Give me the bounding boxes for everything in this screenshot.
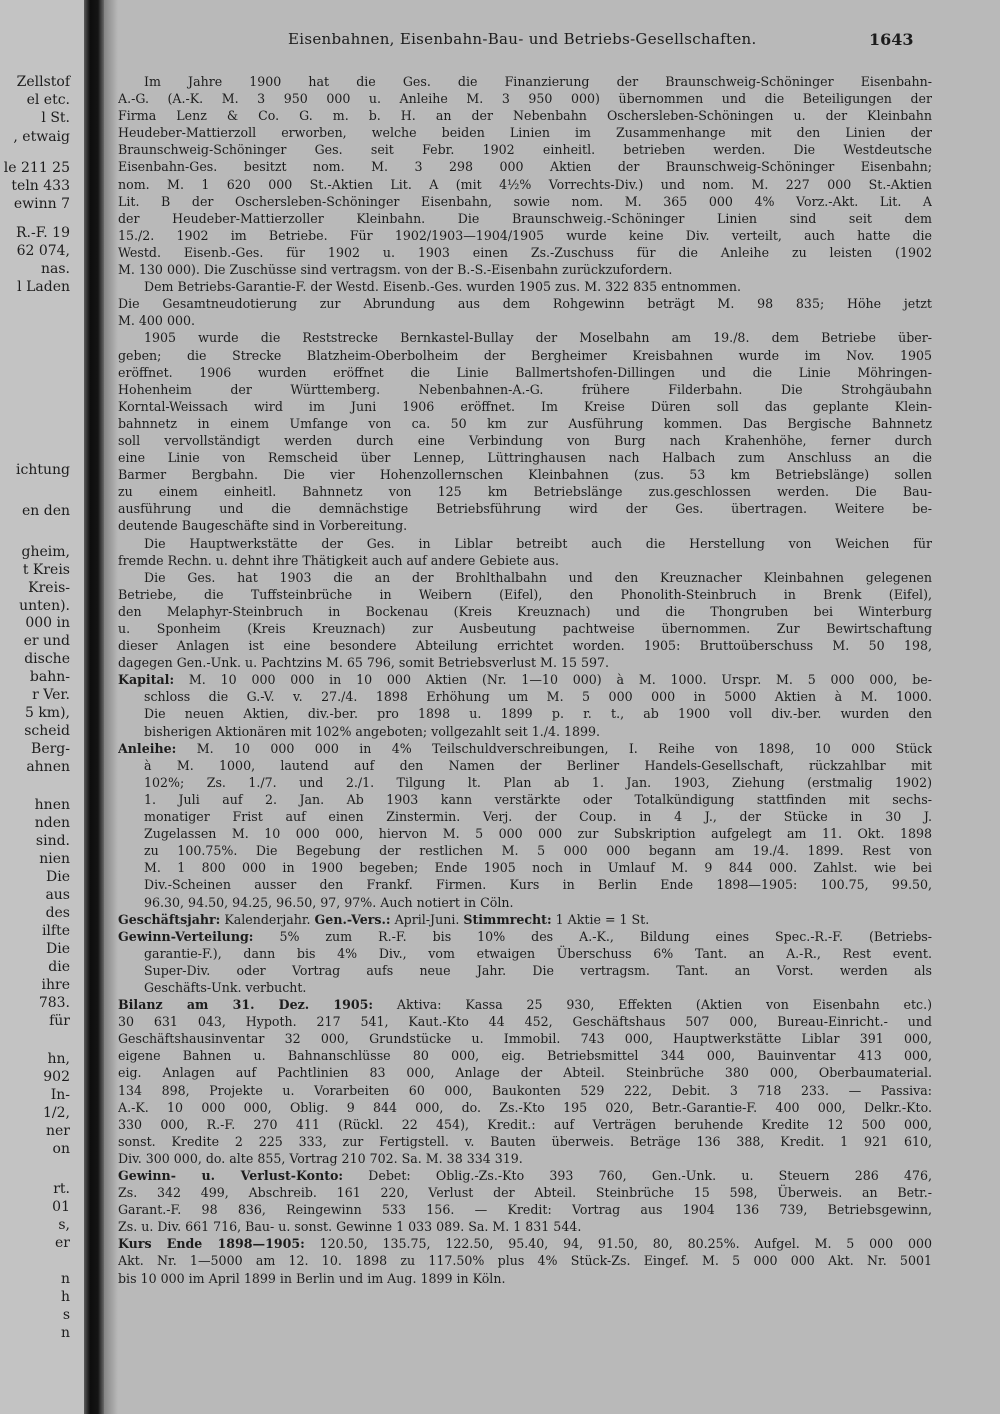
text-line: Kapital: M. 10 000 000 in 10 000 Aktien (Nr. 1—10 000) à M. 1000. Urspr. M. 5 000 000, be- [118,672,932,688]
facing-page-fragment: nien [39,851,70,867]
text-line: Die Hauptwerkstätte der Ges. in Liblar betreibt auch die Herstellung von Weichen für [144,535,932,551]
text-line: Braunschweig-Schöninger Ges. seit Febr. 1902 einheitl. betrieben werden. Die Westdeutsche [118,142,932,158]
body-text [118,73,932,1287]
facing-page-fragment: aus [45,887,70,903]
facing-page-fragment: 01 [52,1199,70,1215]
text-line: Die Ges. hat 1903 die an der Brohlthalbahn und den Kreuznacher Kleinbahnen gelegenen [144,569,932,585]
facing-page-fragment: l St. [41,110,70,126]
bold-heading: Anleihe: [118,740,177,756]
text-line: Westd. Eisenb.-Ges. für 1902 u. 1903 einen Zs.-Zuschuss für die Anleihe zu leisten (1902 [118,244,932,260]
text-line: Super-Div. oder Vortrag aufs neue Jahr. Die vertragsm. Tant. an Vorst. werden als [144,962,932,978]
facing-page-fragment: ihre [41,977,70,993]
text-line: Dem Betriebs-Garantie-F. der Westd. Eisenb.-Ges. wurden 1905 zus. M. 322 835 entnommen. [144,279,741,295]
text-line: eigene Bahnen u. Bahnanschlüsse 80 000, eig. Betriebsmittel 344 000, Bauinventar 413 000, [118,1048,932,1064]
facing-page-fragment: le 211 25 [3,160,70,176]
facing-page-fragment: l Laden [17,279,70,295]
bold-heading: Kurs Ende 1898—1905: [118,1236,305,1252]
text-line: Anleihe: M. 10 000 000 in 4% Teilschuldverschreibungen, I. Reihe von 1898, 10 000 Stück [118,740,932,756]
facing-page-fragment: ner [46,1123,70,1139]
document-page [118,0,988,1414]
text-line: Geschäftshausinventar 32 000, Grundstücke u. Immobil. 743 000, Hauptwerkstätte Liblar 391 000, [118,1031,932,1047]
text-line: dieser Anlagen ist eine besondere Abteilung errichtet worden. 1905: Bruttoüberschuss M. 50 198, [118,638,932,654]
facing-page-fragment: nas. [41,261,70,277]
facing-page-fragment: scheid [24,723,70,739]
text-line: M. 400 000. [118,313,195,329]
text-line: fremde Rechn. u. dehnt ihre Thätigkeit auch auf andere Gebiete aus. [118,552,560,568]
facing-page-fragment: Die [46,941,70,957]
text-line: bisherigen Aktionären mit 102% angeboten; vollgezahlt seit 1./4. 1899. [144,723,601,739]
text-line: 1905 wurde die Reststrecke Bernkastel-Bullay der Moselbahn am 19./8. dem Betriebe über- [144,330,932,346]
facing-page-fragment: bahn- [29,669,70,685]
facing-page-fragment: 1/2, [43,1105,70,1121]
text-line: soll vervollständigt werden durch eine Verbindung von Burg nach Krahenhöhe, ferner durch [118,432,932,448]
text-line: Heudeber-Mattierzoll erworben, welche beiden Linien im Zusammenhange mit den Linien der [118,125,932,141]
text-line: A.-G. (A.-K. M. 3 950 000 u. Anleihe M. 3 950 000) übernommen und die Beteiligungen der [118,91,932,107]
facing-page-fragment: er [55,1235,70,1251]
text-line: monatiger Frist auf einen Zinstermin. Verj. der Coup. in 4 J., der Stücke in 30 J. [144,809,932,825]
page-number: 1643 [869,30,914,49]
facing-page-fragment: 5 km), [24,705,70,721]
facing-page-fragment: n [60,1325,70,1341]
text-line: u. Sponheim (Kreis Kreuznach) zur Ausbeutung pachtweise übernommen. Zur Bewirtschaftung [118,621,932,636]
text-line: Die Gesamtneudotierung zur Abrundung aus dem Rohgewinn beträgt M. 98 835; Höhe jetzt [118,296,932,312]
facing-page-fragment: sind. [35,833,70,849]
facing-page-fragment: die [48,959,70,975]
facing-page-fragment: gheim, [21,544,70,560]
facing-page-fragment: 783. [38,995,70,1011]
facing-page-fragment: r Ver. [32,687,70,703]
text-line: sonst. Kredite 2 225 333, zur Fertigstell. v. Bauten überweis. Beträge 136 388, Kredit. 1 921 610, [118,1133,932,1149]
facing-page-fragment: hnen [34,797,70,813]
facing-page-fragment: s, [58,1217,70,1233]
bold-heading: Bilanz am 31. Dez. 1905: [118,997,374,1013]
facing-page-fragment: 902 [43,1069,70,1085]
facing-page-fragment: R.-F. 19 [16,225,70,241]
facing-page-fragment: t Kreis [22,562,70,578]
facing-page-fragment: für [49,1013,70,1029]
text-line: garantie-F.), dann bis 4% Div., vom etwaigen Überschuss 6% Tant. an A.-R., Rest event. [144,945,932,961]
facing-page-fragment: dische [24,651,70,667]
text-line: 96.30, 94.50, 94.25, 96.50, 97, 97%. Auch notiert in Cöln. [144,894,514,910]
facing-page-fragment: rt. [53,1181,70,1197]
text-line: 30 631 043, Hypoth. 217 541, Kaut.-Kto 44 452, Geschäftshaus 507 000, Bureau-Einricht.- und [118,1014,932,1030]
text-line: Im Jahre 1900 hat die Ges. die Finanzierung der Braunschweig-Schöninger Eisenbahn- [144,74,932,89]
text-line: Die neuen Aktien, div.-ber. pro 1898 u. 1899 p. r. t., ab 1900 voll div.-ber. wurden den [144,706,932,722]
text-line: Gewinn-Verteilung: 5% zum R.-F. bis 10% des A.-K., Bildung eines Spec.-R.-F. (Betriebs- [118,928,932,944]
text-line: schloss die G.-V. v. 27./4. 1898 Erhöhung um M. 5 000 000 in 5000 Aktien à M. 1000. [144,689,932,705]
text-line: eig. Anlagen auf Pachtlinien 83 000, Anlage der Abteil. Steinbrüche 380 000, Oberbaumaterial. [118,1065,932,1081]
text-line: Lit. B der Oschersleben-Schöninger Eisenbahn, sowie nom. M. 365 000 4% Vorz.-Akt. Lit. A [118,193,932,209]
bold-heading: Gen.-Vers.: [314,911,391,927]
facing-page-fragment: el etc. [26,92,70,108]
text-line: Korntal-Weissach wird im Juni 1906 eröffnet. Im Kreise Düren soll das geplante Klein- [118,398,932,414]
text-line: eine Linie von Remscheid über Lennep, Lüttringhausen nach Halbach zum Anschluss an die [118,450,932,466]
facing-page-fragment: ichtung [16,462,70,478]
bold-heading: Stimmrecht: [463,911,552,927]
facing-page-fragment: Kreis- [28,580,70,596]
running-title: Eisenbahnen, Eisenbahn-Bau- und Betriebs-Gesellschaften. [288,30,757,48]
bold-heading: Geschäftsjahr: [118,911,221,927]
text-line: Zugelassen M. 10 000 000, hiervon M. 5 000 000 zur Subskription aufgelegt am 11. Okt. 1898 [144,826,932,842]
bold-heading: Gewinn-Verteilung: [118,928,254,944]
facing-page-strip [0,0,84,1414]
text-line: Geschäftsjahr: Kalenderjahr. Gen.-Vers.: April-Juni. Stimmrecht: 1 Aktie = 1 St. [118,911,650,927]
facing-page-fragment: des [45,905,70,921]
bold-heading: Kapital: [118,672,175,688]
text-line: Gewinn- u. Verlust-Konto: Debet: Oblig.-Zs.-Kto 393 760, Gen.-Unk. u. Steuern 286 476, [118,1168,932,1183]
text-line: Geschäfts-Unk. verbucht. [144,979,307,995]
facing-page-fragment: on [52,1141,70,1157]
facing-page-fragment: 62 074, [16,243,70,259]
text-line: Barmer Bergbahn. Die vier Hohenzollernschen Kleinbahnen (zus. 53 km Betriebslänge) sollen [118,467,932,483]
text-line: 15./2. 1902 im Betriebe. Für 1902/1903—1904/1905 wurde keine Div. verteilt, auch hatte die [118,227,932,243]
text-line: à M. 1000, lautend auf den Namen der Berliner Handels-Gesellschaft, rückzahlbar mit [144,757,932,773]
text-line: Akt. Nr. 1—5000 am 12. 10. 1898 zu 117.50% plus 4% Stück-Zs. Eingef. M. 5 000 000 Akt. Nr. 5001 [118,1253,932,1269]
text-line: eröffnet. 1906 wurden eröffnet die Linie Ballmertshofen-Dillingen und die Linie Möhringen- [118,364,932,380]
text-line: Hohenheim der Württemberg. Nebenbahnen-A.-G. frühere Filderbahn. Die Strohgäubahn [118,381,932,397]
text-line: dagegen Gen.-Unk. u. Pachtzins M. 65 796, somit Betriebsverlust M. 15 597. [118,655,610,671]
text-line: bis 10 000 im April 1899 in Berlin und im Aug. 1899 in Köln. [118,1270,506,1286]
facing-page-fragment: 000 in [25,615,70,631]
text-line: Garant.-F. 98 836, Reingewinn 533 156. — Kredit: Vortrag aus 1904 136 739, Betriebsgewinn, [118,1202,932,1218]
text-line: Betriebe, die Tuffsteinbrüche in Weibern (Eifel), den Phonolith-Steinbruch in Brenk (Eifel), [118,586,932,602]
facing-page-fragment: teln 433 [11,178,70,194]
text-line: Div.-Scheinen ausser den Frankf. Firmen. Kurs in Berlin Ende 1898—1905: 100.75, 99.50, [144,877,932,893]
gutter-shadow [104,0,118,1414]
facing-page-fragment: Berg- [31,741,70,757]
facing-page-fragment: n [60,1271,70,1287]
text-line: 1. Juli auf 2. Jan. Ab 1903 kann verstärkte oder Totalkündigung stattfinden mit sechs- [144,791,932,807]
facing-page-fragment: hn, [47,1051,70,1067]
facing-page-fragment: In- [50,1087,70,1103]
bold-heading: Gewinn- u. Verlust-Konto: [118,1168,344,1183]
text-line: zu 100.75%. Die Begebung der restlichen M. 5 000 000 begann am 19./4. 1899. Rest von [144,843,932,859]
text-line: den Melaphyr-Steinbruch in Bockenau (Kreis Kreuznach) und die Thongruben bei Winterburg [118,603,932,619]
text-line: Firma Lenz & Co. G. m. b. H. an der Nebenbahn Oschersleben-Schöningen u. der Kleinbahn [118,108,932,124]
facing-page-fragment: s [62,1307,70,1323]
text-line: 330 000, R.-F. 270 411 (Rückl. 22 454), Kredit.: auf Verträgen beruhende Kredite 12 500 000, [118,1116,932,1132]
book-gutter [84,0,104,1414]
text-line: Div. 300 000, do. alte 855, Vortrag 210 702. Sa. M. 38 334 319. [118,1150,523,1166]
text-line: A.-K. 10 000 000, Oblig. 9 844 000, do. Zs.-Kto 195 020, Betr.-Garantie-F. 400 000, Delkr.-Kto. [118,1099,932,1115]
text-line: 102%; Zs. 1./7. und 2./1. Tilgung lt. Plan ab 1. Jan. 1903, Ziehung (erstmalig 1902) [144,774,932,790]
facing-page-fragment: ewinn 7 [13,196,70,212]
facing-page-fragment: Zellstof [16,74,70,90]
facing-page-fragment: nden [34,815,70,831]
facing-page-fragment: ahnen [26,759,70,775]
text-line: Zs. u. Div. 661 716, Bau- u. sonst. Gewinne 1 033 089. Sa. M. 1 831 544. [118,1219,582,1235]
facing-page-fragment: er und [23,633,70,649]
facing-page-fragment: en den [21,503,70,519]
text-line: zu einem einheitl. Bahnnetz von 125 km Betriebslänge zus.geschlossen werden. Die Bau- [118,484,932,500]
text-line: M. 1 800 000 in 1900 begeben; Ende 1905 noch in Umlauf M. 9 844 000. Zahlst. wie bei [144,860,932,876]
text-line: ausführung und die demnächstige Betriebsführung wird der Ges. übertragen. Weitere be- [118,501,932,517]
text-line: Zs. 342 499, Abschreib. 161 220, Verlust der Abteil. Steinbrüche 15 598, Überweis. an Betr.- [118,1185,932,1201]
text-line: Kurs Ende 1898—1905: 120.50, 135.75, 122.50, 95.40, 94, 91.50, 80, 80.25%. Aufgel. M. 5 000 000 [118,1236,932,1252]
text-line: bahnnetz in einem Umfange von ca. 50 km zur Ausführung kommen. Das Bergische Bahnnetz [118,415,932,431]
text-line: der Heudeber-Mattierzoller Kleinbahn. Die Braunschweig.-Schöninger Linien sind seit dem [118,210,932,226]
text-line: geben; die Strecke Blatzheim-Oberbolheim der Bergheimer Kreisbahnen wurde im Nov. 1905 [118,347,932,363]
text-line: deutende Baugeschäfte sind in Vorbereitung. [118,518,408,534]
text-line: Bilanz am 31. Dez. 1905: Aktiva: Kassa 25 930, Effekten (Aktien von Eisenbahn etc.) [118,997,932,1013]
facing-page-fragment: Die [46,869,70,885]
text-line: Eisenbahn-Ges. besitzt nom. M. 3 298 000 Aktien der Braunschweig-Schöninger Eisenbahn; [118,159,932,175]
facing-page-fragment: h [60,1289,70,1305]
text-line: M. 130 000). Die Zuschüsse sind vertragsm. von der B.-S.-Eisenbahn zurückzufordern. [118,262,673,278]
facing-page-fragment: unten). [19,598,70,614]
text-line: nom. M. 1 620 000 St.-Aktien Lit. A (mit 4½% Vorrechts-Div.) und nom. M. 227 000 St.-Aktien [118,176,932,192]
facing-page-fragment: ilfte [41,923,70,939]
facing-page-fragment: , etwaig [13,129,70,145]
text-line: 134 898, Projekte u. Vorarbeiten 60 000, Baukonten 529 222, Debit. 3 718 233. — Passiva: [118,1082,932,1098]
